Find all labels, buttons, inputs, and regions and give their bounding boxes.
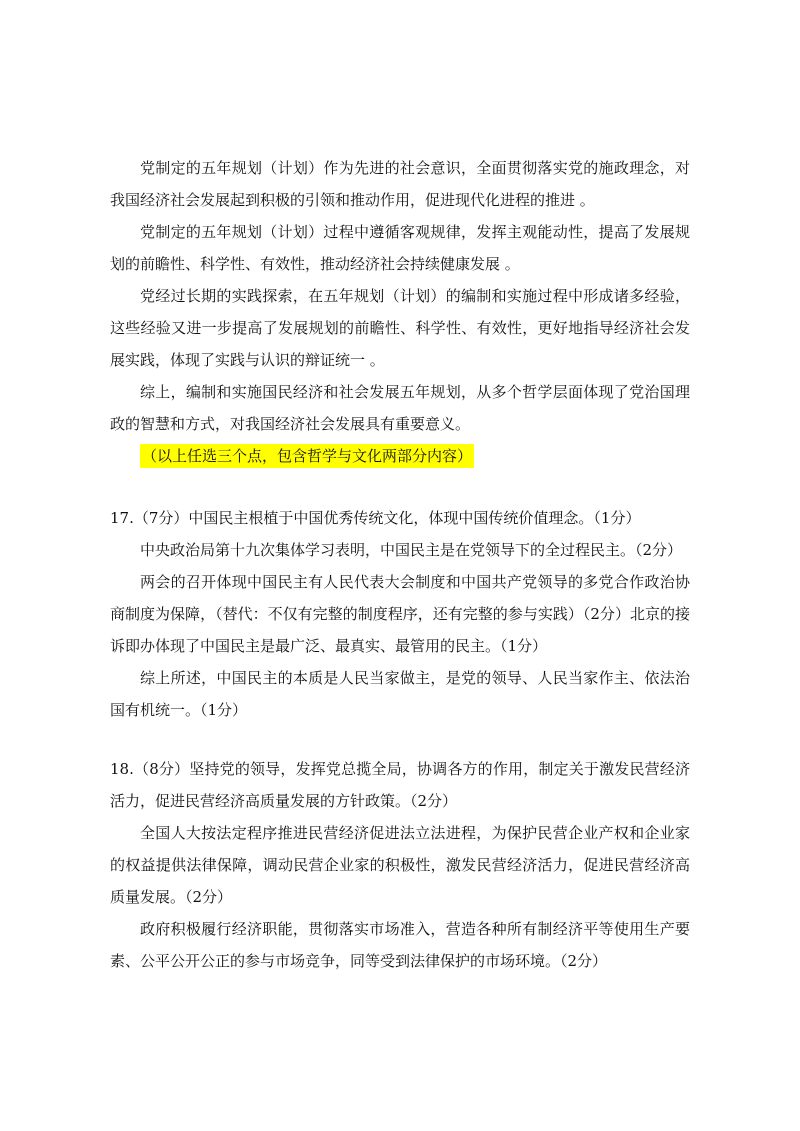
question-17-paragraph-4: 综上所述，中国民主的本质是人民当家做主，是党的领导、人民当家作主、依法治国有机统一。（1分） <box>110 669 690 719</box>
question-18-paragraph-2: 全国人大按法定程序推进民营经济促进法立法进程，为保护民营企业产权和企业家的权益提供法律保障，调动民营企业家的积极性，激发民营经济活力，促进民营经济高质量发展。（2分） <box>110 824 690 906</box>
section-16-paragraph-3: 党经过长期的实践探索，在五年规划（计划）的编制和实施过程中形成诸多经验，这些经验又进一步提高了发展规划的前瞻性、科学性、有效性，更好地指导经济社会发展实践，体现了实践与认识的辩证统一 。 <box>110 287 690 369</box>
question-17 <box>110 502 690 726</box>
section-16-note-line <box>110 440 690 472</box>
section-16-paragraph-1: 党制定的五年规划（计划）作为先进的社会意识，全面贯彻落实党的施政理念，对我国经济社会发展起到积极的引领和推动作用，促进现代化进程的推进 。 <box>110 159 690 209</box>
highlighted-note: （以上任选三个点，包含哲学与文化两部分内容） <box>140 444 474 468</box>
question-17-heading: 17.（7分）中国民主根植于中国优秀传统文化，体现中国传统价值理念。（1分） <box>110 509 641 527</box>
question-18-paragraph-3: 政府积极履行经济职能，贯彻落实市场准入，营造各种所有制经济平等使用生产要素、公平公开公正的参与市场竞争，同等受到法律保护的市场环境。（2分） <box>110 920 690 970</box>
question-17-paragraph-2: 中央政治局第十九次集体学习表明，中国民主是在党领导下的全过程民主。（2分） <box>140 541 683 559</box>
section-16-paragraph-4: 综上，编制和实施国民经济和社会发展五年规划，从多个哲学层面体现了党治国理政的智慧和方式，对我国经济社会发展具有重要意义。 <box>110 383 690 433</box>
question-18 <box>110 753 690 977</box>
section-16 <box>110 152 690 472</box>
question-18-heading: 18.（8分）坚持党的领导，发挥党总揽全局，协调各方的作用，制定关于激发民营经济活力，促进民营经济高质量发展的方针政策。（2分） <box>110 760 690 810</box>
section-16-paragraph-2: 党制定的五年规划（计划）过程中遵循客观规律，发挥主观能动性，提高了发展规划的前瞻性、科学性、有效性，推动经济社会持续健康发展 。 <box>110 223 690 273</box>
question-17-paragraph-3: 两会的召开体现中国民主有人民代表大会制度和中国共产党领导的多党合作政治协商制度为保障，（替代：不仅有完整的制度程序，还有完整的参与实践）（2分）北京的接诉即办体现了中国民主是最广泛、最真实、最管用的民主。（1分） <box>110 573 690 655</box>
